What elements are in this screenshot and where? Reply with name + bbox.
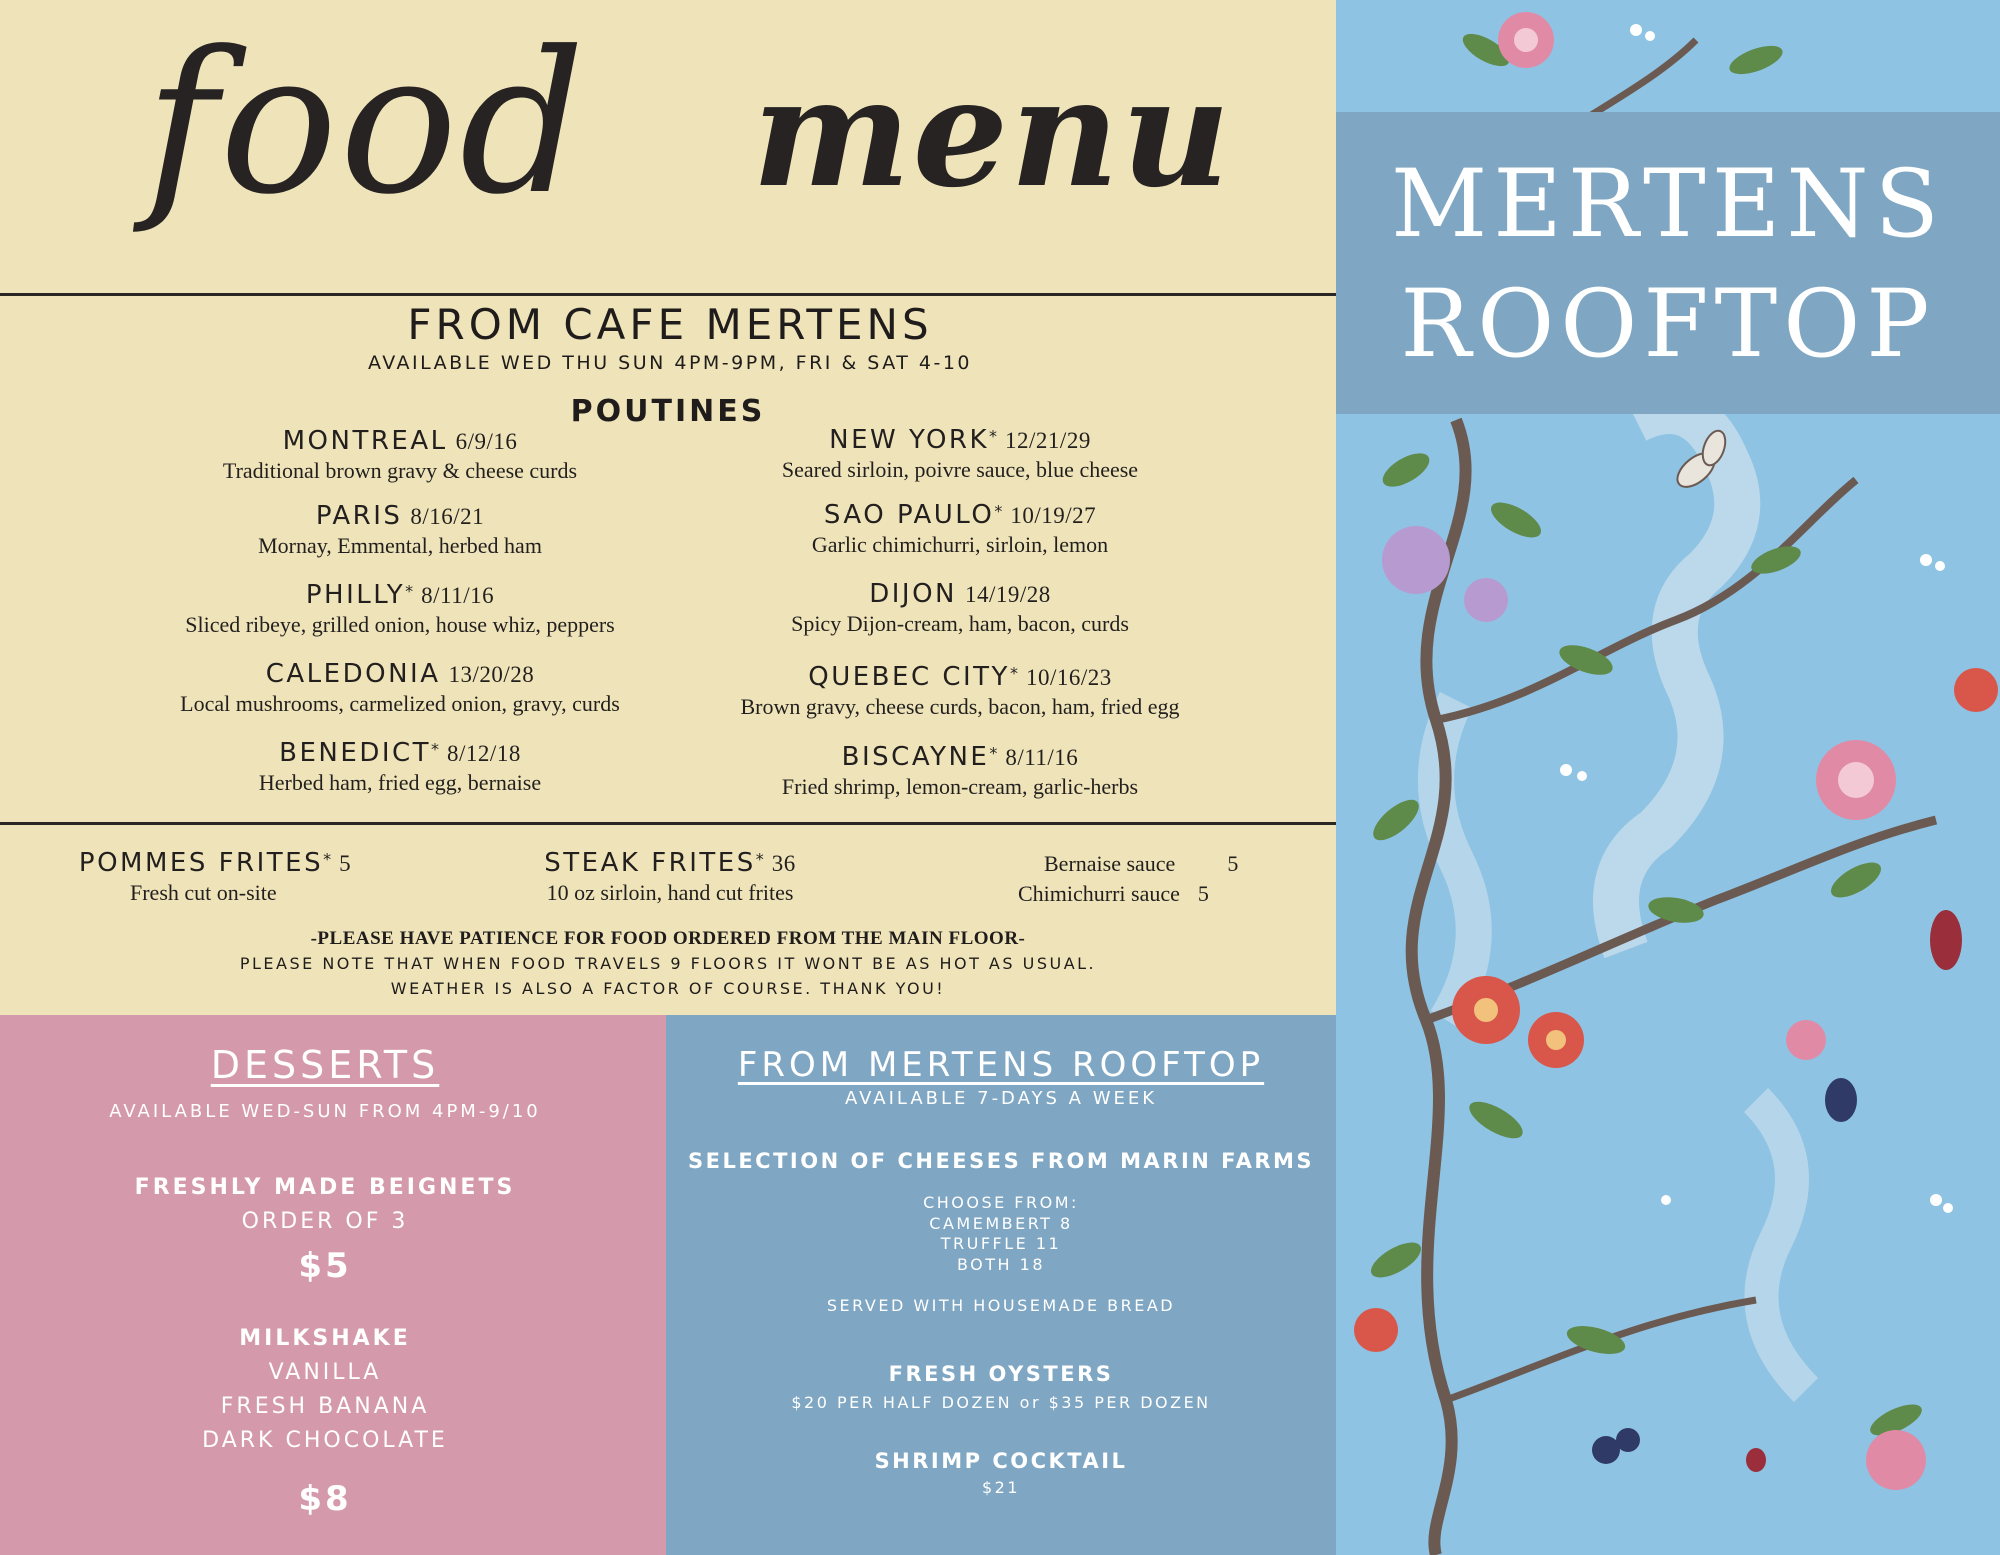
brand-line-2: ROOFTOP xyxy=(1400,270,1936,379)
milkshake-name: MILKSHAKE xyxy=(239,1326,411,1351)
menu-item-quebec-city: QUEBEC CITY* 10/16/23 Brown gravy, cheese curds, bacon, ham, fried egg xyxy=(740,662,1180,719)
heading-word-menu: menu xyxy=(752,45,1233,221)
milkshake-flavor: VANILLA xyxy=(268,1360,382,1385)
divider xyxy=(0,822,1336,825)
notice-travel: PLEASE NOTE THAT WHEN FOOD TRAVELS 9 FLOORS IT WONT BE AS HOT AS USUAL. xyxy=(239,954,1097,973)
desserts-title: DESSERTS xyxy=(210,1043,440,1087)
beignets-price: $5 xyxy=(298,1246,352,1286)
oysters-heading: FRESH OYSTERS xyxy=(888,1362,1114,1386)
menu-item-new-york: NEW YORK* 12/21/29 Seared sirloin, poivre sauce, blue cheese xyxy=(781,425,1139,482)
cheese-line: TRUFFLE 11 xyxy=(940,1234,1062,1253)
menu-item-paris: PARIS 8/16/21 Mornay, Emmental, herbed ham xyxy=(258,501,542,558)
beignets-name: FRESHLY MADE BEIGNETS xyxy=(134,1175,516,1200)
desserts-availability: AVAILABLE WED-SUN FROM 4PM-9/10 xyxy=(109,1101,541,1122)
shrimp-price: $21 xyxy=(981,1478,1021,1497)
bread-note: SERVED WITH HOUSEMADE BREAD xyxy=(826,1296,1176,1315)
heading-word-food: food xyxy=(145,10,588,238)
beignets-detail: ORDER OF 3 xyxy=(241,1209,409,1234)
brand-line-1: MERTENS xyxy=(1391,150,1945,259)
menu-item-montreal: MONTREAL 6/9/16 Traditional brown gravy & cheese curds xyxy=(222,426,578,483)
notice-patience: -PLEASE HAVE PATIENCE FOR FOOD ORDERED FROM THE MAIN FLOOR- xyxy=(310,928,1026,949)
rooftop-panel xyxy=(666,1015,1336,1555)
desserts-panel xyxy=(0,1015,666,1555)
cheese-line: BOTH 18 xyxy=(956,1255,1046,1274)
menu-heading xyxy=(0,0,1336,290)
milkshake-price: $8 xyxy=(298,1479,352,1519)
menu-item-benedict: BENEDICT* 8/12/18 Herbed ham, fried egg, bernaise xyxy=(258,738,542,795)
divider xyxy=(0,293,1336,296)
menu-item-dijon: DIJON 14/19/28 Spicy Dijon-cream, ham, bacon, curds xyxy=(791,579,1129,636)
menu-item-sao-paulo: SAO PAULO* 10/19/27 Garlic chimichurri, sirloin, lemon xyxy=(811,500,1109,557)
menu-item-caledonia: CALEDONIA 13/20/28 Local mushrooms, carmelized onion, gravy, curds xyxy=(180,659,620,716)
cafe-availability: AVAILABLE WED THU SUN 4PM-9PM, FRI & SAT 4-10 xyxy=(367,352,972,374)
poutines-heading: POUTINES xyxy=(570,394,766,429)
menu-item-philly: PHILLY* 8/11/16 Sliced ribeye, grilled onion, house whiz, peppers xyxy=(185,580,615,637)
rooftop-title: FROM MERTENS ROOFTOP xyxy=(737,1045,1265,1085)
oysters-price: $20 PER HALF DOZEN or $35 PER DOZEN xyxy=(791,1393,1211,1412)
menu-item-steak-frites: STEAK FRITES* 36 10 oz sirloin, hand cut frites xyxy=(544,848,796,905)
rooftop-availability: AVAILABLE 7-DAYS A WEEK xyxy=(844,1088,1158,1109)
cheese-line: CHOOSE FROM: xyxy=(923,1193,1079,1212)
menu-item-pommes-frites: POMMES FRITES* 5 Fresh cut on-site xyxy=(78,848,352,905)
cheese-line: CAMEMBERT 8 xyxy=(929,1214,1073,1233)
cheese-heading: SELECTION OF CHEESES FROM MARIN FARMS xyxy=(687,1149,1315,1173)
cafe-title: FROM CAFE MERTENS xyxy=(407,300,933,349)
notice-weather: WEATHER IS ALSO A FACTOR OF COURSE. THANK YOU! xyxy=(390,979,946,998)
milkshake-flavor: FRESH BANANA xyxy=(220,1394,430,1419)
menu-item-biscayne: BISCAYNE* 8/11/16 Fried shrimp, lemon-cream, garlic-herbs xyxy=(781,742,1139,799)
shrimp-heading: SHRIMP COCKTAIL xyxy=(874,1449,1128,1473)
sauce-bernaise: Bernaise sauce 5 xyxy=(1044,851,1239,876)
sauce-chimichurri: Chimichurri sauce 5 xyxy=(1018,881,1209,906)
milkshake-flavor: DARK CHOCOLATE xyxy=(202,1428,448,1453)
